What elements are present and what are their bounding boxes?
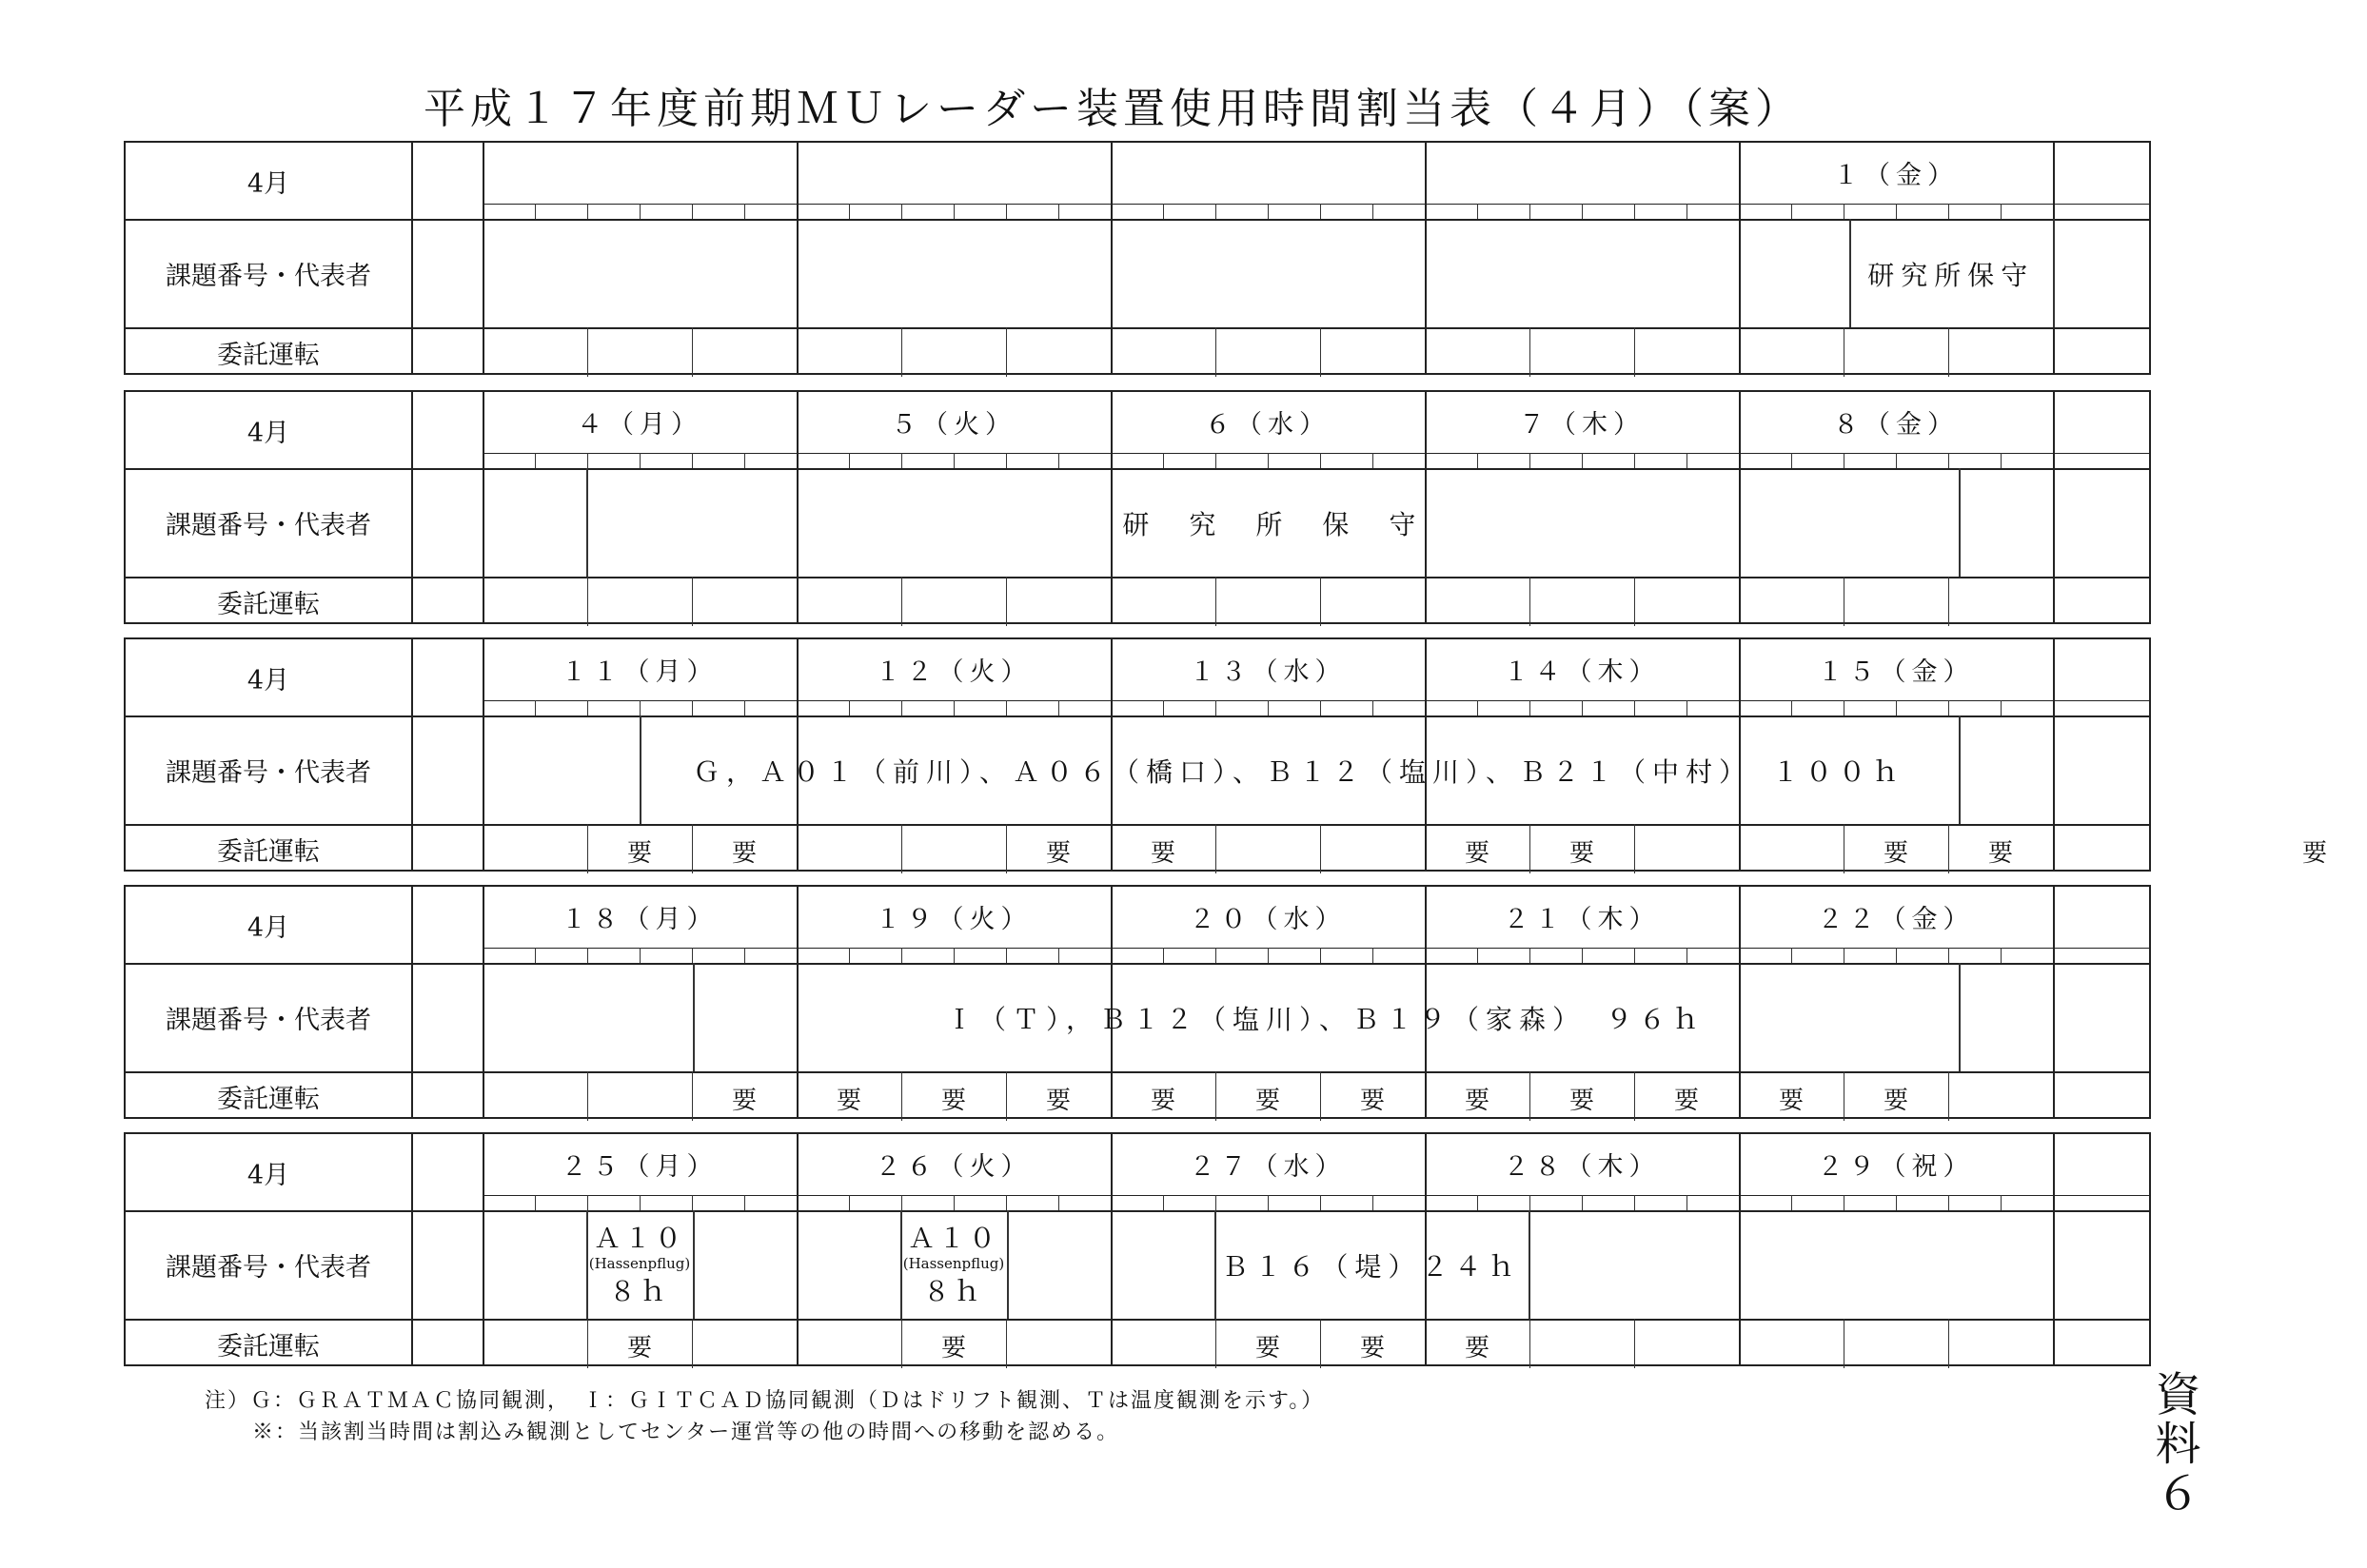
shift-divider	[1215, 577, 1216, 626]
entrust-request-mark: 要	[1568, 839, 1594, 868]
document-number-label: 資料６	[2147, 1370, 2200, 1519]
entrust-request-mark: 要	[1778, 1087, 1804, 1115]
time-tick	[535, 204, 536, 219]
time-tick	[1006, 948, 1007, 963]
day-header: ２８（木）	[1503, 1152, 1661, 1182]
shift-divider	[1948, 1071, 1949, 1121]
column-divider	[2053, 639, 2055, 870]
month-label: 4月	[247, 1160, 290, 1190]
time-tick	[1686, 453, 1687, 468]
day-header: ２９（祝）	[1817, 1152, 1975, 1182]
footnote-1: 注）Ｇ：ＧＲＡＴＭＡＣ協同観測， Ｉ：ＧＩＴＣＡＤ協同観測（Ｄはドリフト観測、Ｔは温度観測を示す。）	[205, 1389, 1325, 1413]
entrust-request-mark: 要	[836, 1087, 861, 1115]
shift-divider	[1529, 577, 1530, 626]
entrust-request-mark: 要	[1464, 1087, 1489, 1115]
row-divider	[126, 1071, 2149, 1073]
time-tick	[1582, 453, 1583, 468]
time-tick	[1320, 204, 1321, 219]
assignment-block: Ｇ，Ａ０１（前川）、Ａ０６（橋口）、Ｂ１２（塩川）、Ｂ２１（中村） １００ｈ	[692, 756, 1905, 788]
time-tick	[692, 948, 693, 963]
row-divider	[126, 963, 2149, 965]
month-label: 4月	[247, 418, 290, 448]
time-tick	[1163, 948, 1164, 963]
time-tick	[1896, 700, 1897, 715]
time-tick	[1948, 1195, 1949, 1210]
time-tick	[1268, 700, 1269, 715]
assignment-edge	[1959, 963, 1961, 1071]
month-label: 4月	[247, 665, 290, 696]
time-tick	[849, 700, 850, 715]
time-tick	[1948, 700, 1949, 715]
time-tick	[1686, 1195, 1687, 1210]
time-tick	[1529, 948, 1530, 963]
column-divider	[797, 143, 799, 373]
month-label: 4月	[247, 912, 290, 943]
time-tick	[901, 948, 902, 963]
entrust-request-mark: 要	[1045, 839, 1071, 868]
project-label: 課題番号・代表者	[166, 261, 371, 291]
shift-divider	[692, 577, 693, 626]
row-divider	[126, 715, 2149, 717]
row-divider	[126, 468, 2149, 470]
time-tick	[901, 204, 902, 219]
time-tick	[1372, 948, 1373, 963]
entrust-request-mark: 要	[1359, 1087, 1385, 1115]
time-tick	[1948, 948, 1949, 963]
time-tick	[1058, 453, 1059, 468]
row-divider	[126, 577, 2149, 578]
time-tick	[1268, 453, 1269, 468]
shift-divider	[1320, 577, 1321, 626]
entrust-request-mark: 要	[1568, 1087, 1594, 1115]
entrust-request-mark: 要	[1464, 1334, 1489, 1362]
month-label: 4月	[247, 168, 290, 199]
shift-divider	[1006, 327, 1007, 377]
shift-divider	[1320, 824, 1321, 873]
time-tick	[1529, 204, 1530, 219]
project-label: 課題番号・代表者	[166, 1252, 371, 1283]
day-header: ４（月）	[577, 410, 702, 440]
time-tick	[1477, 204, 1478, 219]
time-tick	[1791, 1195, 1792, 1210]
time-tick	[692, 700, 693, 715]
time-tick	[744, 453, 745, 468]
time-tick	[1896, 948, 1897, 963]
time-tick	[587, 204, 588, 219]
shift-divider	[901, 327, 902, 377]
entrust-request-mark: 要	[626, 1334, 652, 1362]
entrust-request-mark: 要	[1883, 839, 1908, 868]
shift-divider	[1634, 1319, 1635, 1368]
column-divider	[411, 639, 413, 870]
time-tick	[954, 700, 955, 715]
time-tick	[954, 204, 955, 219]
day-header: １８（月）	[561, 905, 719, 934]
shift-divider	[587, 577, 588, 626]
time-tick	[1163, 204, 1164, 219]
time-tick	[587, 948, 588, 963]
entrust-request-mark: 要	[1359, 1334, 1385, 1362]
time-tick	[1634, 700, 1635, 715]
time-tick	[1477, 1195, 1478, 1210]
footnote-2: ※：当該割当時間は割込み観測としてセンター運営等の他の時間への移動を認める。	[252, 1421, 1120, 1444]
time-tick	[1791, 948, 1792, 963]
time-tick	[1477, 700, 1478, 715]
entrust-request-mark: 要	[1045, 1087, 1071, 1115]
assignment-edge	[1959, 468, 1961, 577]
time-tick	[587, 1195, 588, 1210]
assignment-block: Ｉ（Ｔ），Ｂ１２（塩川）、Ｂ１９（家森） ９６ｈ	[946, 1004, 1706, 1035]
time-tick	[1791, 453, 1792, 468]
day-header: １９（火）	[875, 905, 1033, 934]
shift-divider	[587, 327, 588, 377]
column-divider	[483, 143, 484, 373]
time-tick	[1477, 453, 1478, 468]
project-label: 課題番号・代表者	[166, 757, 371, 788]
time-tick	[1477, 948, 1478, 963]
day-header: ２２（金）	[1817, 905, 1975, 934]
time-tick	[1058, 204, 1059, 219]
time-tick	[535, 948, 536, 963]
time-tick	[1634, 204, 1635, 219]
column-divider	[411, 1134, 413, 1364]
time-tick	[1268, 1195, 1269, 1210]
time-tick	[1215, 700, 1216, 715]
time-tick	[1582, 700, 1583, 715]
time-tick	[849, 204, 850, 219]
time-tick	[1320, 948, 1321, 963]
column-divider	[411, 143, 413, 373]
time-tick	[2001, 948, 2002, 963]
time-tick	[1948, 453, 1949, 468]
day-header: ２６（火）	[875, 1152, 1033, 1182]
row-divider	[126, 219, 2149, 221]
time-tick	[587, 700, 588, 715]
time-tick	[640, 700, 641, 715]
row-divider	[126, 327, 2149, 329]
time-tick	[1163, 453, 1164, 468]
shift-divider	[1634, 577, 1635, 626]
day-header: ２７（水）	[1189, 1152, 1347, 1182]
time-tick	[1686, 204, 1687, 219]
time-tick	[849, 453, 850, 468]
time-tick	[901, 700, 902, 715]
column-divider	[2053, 887, 2055, 1117]
shift-divider	[1529, 1319, 1530, 1368]
time-tick-row	[483, 1195, 2149, 1196]
assignment-edge	[693, 1210, 695, 1319]
time-tick	[1163, 700, 1164, 715]
assignment-block: Ｂ１６（堤）２４ｈ	[1221, 1251, 1522, 1283]
time-tick	[1268, 948, 1269, 963]
time-tick-row	[483, 700, 2149, 701]
entrust-request-mark: 要	[940, 1334, 966, 1362]
entrust-label: 委託運転	[217, 1331, 320, 1362]
time-tick	[1529, 453, 1530, 468]
day-header: １（金）	[1833, 161, 1959, 190]
entrust-request-mark: 要	[1254, 1334, 1280, 1362]
time-tick	[1634, 453, 1635, 468]
time-tick	[1791, 700, 1792, 715]
column-divider	[411, 392, 413, 622]
entrust-request-mark: 要	[2301, 839, 2327, 868]
day-header: ２５（月）	[561, 1152, 719, 1182]
week-table	[124, 885, 2151, 1119]
time-tick	[1582, 1195, 1583, 1210]
entrust-request-mark: 要	[1254, 1087, 1280, 1115]
day-header: １４（木）	[1503, 657, 1661, 687]
week-table	[124, 1132, 2151, 1366]
time-tick	[535, 1195, 536, 1210]
time-tick	[1006, 1195, 1007, 1210]
column-divider	[1111, 143, 1113, 373]
assignment-code: Ａ１０	[593, 1223, 685, 1254]
time-tick	[744, 204, 745, 219]
row-divider	[126, 824, 2149, 826]
time-tick	[535, 453, 536, 468]
time-tick	[1320, 453, 1321, 468]
week-table	[124, 141, 2151, 375]
entrust-request-mark: 要	[731, 839, 757, 868]
time-tick	[692, 453, 693, 468]
time-tick	[1529, 700, 1530, 715]
time-tick	[1372, 1195, 1373, 1210]
time-tick	[1215, 204, 1216, 219]
shift-divider	[1006, 577, 1007, 626]
entrust-request-mark: 要	[1464, 839, 1489, 868]
shift-divider	[587, 1071, 588, 1121]
time-tick-row	[483, 453, 2149, 454]
shift-divider	[1948, 577, 1949, 626]
entrust-request-mark: 要	[731, 1087, 757, 1115]
page-title: 平成１７年度前期ＭＵレーダー装置使用時間割当表（４月）（案）	[424, 85, 1802, 133]
time-tick	[1320, 1195, 1321, 1210]
time-tick	[640, 453, 641, 468]
assignment-edge	[1959, 715, 1961, 824]
time-tick	[1634, 948, 1635, 963]
time-tick	[1058, 1195, 1059, 1210]
entrust-request-mark: 要	[1883, 1087, 1908, 1115]
shift-divider	[1948, 1319, 1949, 1368]
week-table	[124, 637, 2327, 872]
time-tick	[849, 1195, 850, 1210]
row-divider	[126, 1319, 2149, 1321]
shift-divider	[692, 1319, 693, 1368]
time-tick	[1634, 1195, 1635, 1210]
shift-divider	[1215, 327, 1216, 377]
shift-divider	[1215, 824, 1216, 873]
time-tick	[1215, 948, 1216, 963]
time-tick	[1215, 1195, 1216, 1210]
entrust-request-mark: 要	[1150, 839, 1175, 868]
entrust-request-mark: 要	[1150, 1087, 1175, 1115]
shift-divider	[901, 577, 902, 626]
week-table	[124, 390, 2151, 624]
time-tick	[954, 453, 955, 468]
time-tick	[1896, 204, 1897, 219]
assignment-hours: ８ｈ	[922, 1276, 984, 1307]
time-tick	[954, 1195, 955, 1210]
time-tick	[1372, 453, 1373, 468]
entrust-request-mark: 要	[1987, 839, 2013, 868]
time-tick	[535, 700, 536, 715]
time-tick	[2001, 453, 2002, 468]
day-header: ２０（水）	[1189, 905, 1347, 934]
day-header: ５（火）	[891, 410, 1016, 440]
time-tick	[1215, 453, 1216, 468]
time-tick	[1582, 204, 1583, 219]
assignment-block	[586, 1218, 693, 1309]
shift-divider	[1006, 1319, 1007, 1368]
assignment-hours: ８ｈ	[608, 1276, 670, 1307]
time-tick	[1058, 948, 1059, 963]
shift-divider	[1529, 327, 1530, 377]
time-tick	[1372, 700, 1373, 715]
time-tick	[692, 1195, 693, 1210]
project-label: 課題番号・代表者	[166, 510, 371, 540]
day-header: １３（水）	[1189, 657, 1347, 687]
time-tick	[1686, 700, 1687, 715]
time-tick	[1948, 204, 1949, 219]
column-divider	[411, 887, 413, 1117]
day-header: ２１（木）	[1503, 905, 1661, 934]
time-tick	[2001, 204, 2002, 219]
time-tick	[1372, 204, 1373, 219]
shift-divider	[901, 824, 902, 873]
time-tick	[1686, 948, 1687, 963]
time-tick	[1896, 1195, 1897, 1210]
time-tick	[640, 204, 641, 219]
time-tick	[640, 1195, 641, 1210]
assignment-investigator: (Hassenpflug)	[588, 1255, 691, 1272]
time-tick	[1896, 453, 1897, 468]
assignment-edge	[1007, 1210, 1009, 1319]
assignment-investigator: (Hassenpflug)	[902, 1255, 1005, 1272]
entrust-request-mark: 要	[940, 1087, 966, 1115]
time-tick	[901, 1195, 902, 1210]
time-tick	[1006, 204, 1007, 219]
day-header: ８（金）	[1833, 410, 1959, 440]
time-tick	[1058, 700, 1059, 715]
shift-divider	[1634, 824, 1635, 873]
time-tick	[640, 948, 641, 963]
day-header: １２（火）	[875, 657, 1033, 687]
time-tick	[901, 453, 902, 468]
day-header: ７（木）	[1519, 410, 1645, 440]
time-tick	[1006, 700, 1007, 715]
time-tick	[587, 453, 588, 468]
time-tick	[1268, 204, 1269, 219]
assignment-block	[900, 1218, 1007, 1309]
entrust-label: 委託運転	[217, 340, 320, 370]
assignment-block: 研究所保守	[1867, 260, 2035, 291]
time-tick	[1582, 948, 1583, 963]
column-divider	[1425, 143, 1427, 373]
shift-divider	[1634, 327, 1635, 377]
assignment-edge	[1529, 1210, 1530, 1319]
time-tick	[692, 204, 693, 219]
entrust-request-mark: 要	[1673, 1087, 1699, 1115]
shift-divider	[692, 327, 693, 377]
day-header: １５（金）	[1817, 657, 1975, 687]
time-tick	[744, 948, 745, 963]
entrust-request-mark: 要	[626, 839, 652, 868]
time-tick	[1006, 453, 1007, 468]
shift-divider	[1948, 327, 1949, 377]
time-tick	[1791, 204, 1792, 219]
entrust-label: 委託運転	[217, 1084, 320, 1114]
day-header: １１（月）	[561, 657, 719, 687]
assignment-block: 研 究 所 保 守	[1122, 509, 1423, 540]
entrust-label: 委託運転	[217, 589, 320, 619]
assignment-code: Ａ１０	[907, 1223, 999, 1254]
time-tick	[1529, 1195, 1530, 1210]
row-divider	[126, 1210, 2149, 1212]
time-tick	[2001, 1195, 2002, 1210]
column-divider	[2053, 1134, 2055, 1364]
time-tick	[849, 948, 850, 963]
time-tick	[2001, 700, 2002, 715]
time-tick	[744, 1195, 745, 1210]
shift-divider	[1320, 327, 1321, 377]
entrust-label: 委託運転	[217, 836, 320, 867]
time-tick	[1163, 1195, 1164, 1210]
project-label: 課題番号・代表者	[166, 1005, 371, 1035]
time-tick-row	[483, 204, 2149, 205]
assignment-edge	[2053, 219, 2055, 327]
column-divider	[2053, 392, 2055, 622]
time-tick-row	[483, 948, 2149, 949]
time-tick	[1320, 700, 1321, 715]
time-tick	[954, 948, 955, 963]
day-header: ６（水）	[1205, 410, 1331, 440]
time-tick	[744, 700, 745, 715]
